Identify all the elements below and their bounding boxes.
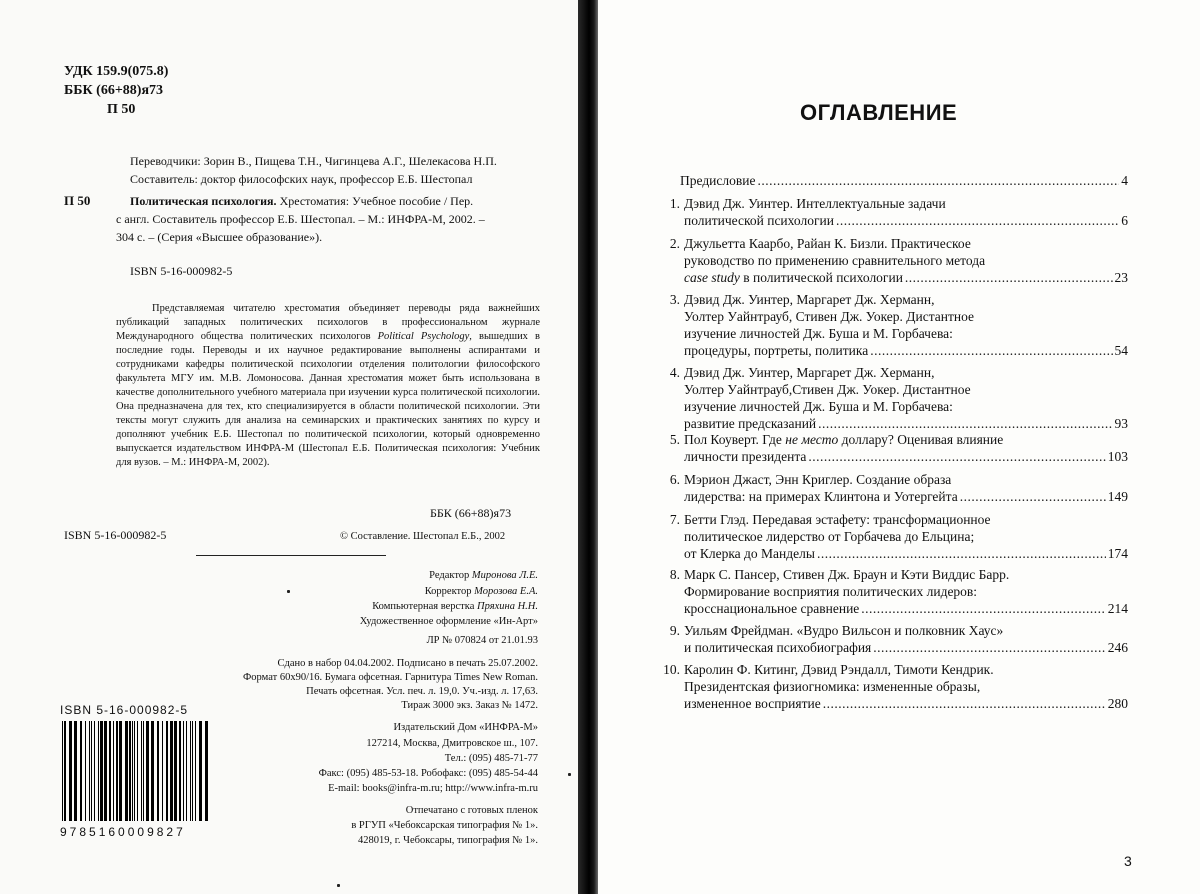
barcode-bar (151, 721, 154, 821)
toc-page: 4 (1121, 172, 1128, 189)
barcode-bar (89, 721, 90, 821)
publisher-fax: Факс: (095) 485-53-18. Робофакс: (095) 485-54-44 (236, 768, 538, 779)
toc-entry-line: Дэвид Дж. Уинтер. Интеллектуальные задачи (684, 195, 1128, 212)
udk-code: УДК 159.9(075.8) (64, 64, 168, 80)
annotation-journal: Political Psychology (378, 331, 470, 342)
toc-entry-last-line (684, 212, 1128, 229)
layout-line (300, 601, 538, 612)
toc-entry-number: 5. (658, 431, 680, 448)
barcode-bar (199, 721, 202, 821)
barcode-bar (134, 721, 135, 821)
barcode-bar (100, 721, 103, 821)
editor-line (366, 570, 538, 581)
toc-entry-line: Дэвид Дж. Уинтер, Маргарет Дж. Херманн, (684, 364, 1128, 381)
printed-by-1: Отпечатано с готовых пленок (270, 805, 538, 816)
barcode-bar (195, 721, 196, 821)
barcode-bar (80, 721, 82, 821)
toc-entry-number: 2. (658, 235, 680, 252)
toc-entry-text: доллару? Оценивая влияние (838, 432, 1003, 447)
barcode-bar (183, 721, 184, 821)
print-info-1: Сдано в набор 04.04.2002. Подписано в печать 25.07.2002. (186, 658, 538, 669)
print-info-4: Тираж 3000 экз. Заказ № 1472. (186, 700, 538, 711)
leader-dots (808, 448, 1105, 465)
toc-page: 280 (1108, 695, 1128, 712)
toc-entry-italic: не место (785, 432, 838, 447)
barcode-bar (205, 721, 208, 821)
barcode-bar (91, 721, 92, 821)
leader-dots (870, 342, 1112, 359)
leader-dots (836, 212, 1119, 229)
toc-entry-last-line (684, 488, 1128, 505)
print-info-3: Печать офсетная. Усл. печ. л. 19,0. Уч.-изд. л. 17,63. (186, 686, 538, 697)
barcode-bar (116, 721, 118, 821)
barcode-bar (157, 721, 159, 821)
toc-entry-line: изучение личностей Дж. Буша и М. Горбачева: (684, 398, 1128, 415)
toc-entry-number: 3. (658, 291, 680, 308)
toc-entry-last-text (684, 415, 816, 432)
toc-entry-line: Формирование восприятия политических лидеров: (684, 583, 1128, 600)
barcode-bar (85, 721, 86, 821)
leader-dots (960, 488, 1106, 505)
barcode-bar (98, 721, 99, 821)
toc-entry-number: 8. (658, 566, 680, 583)
toc-page: 174 (1108, 545, 1128, 562)
leader-dots (757, 172, 1119, 189)
print-speck (287, 590, 290, 593)
toc-entry-line: политическое лидерство от Горбачева до Ельцина; (684, 528, 1128, 545)
toc-page: 149 (1108, 488, 1128, 505)
toc-page: 6 (1121, 212, 1128, 229)
toc-entry-line: Каролин Ф. Китинг, Дэвид Рэндалл, Тимоти Кендрик. (684, 661, 1128, 678)
toc-entry-last-line (684, 342, 1128, 359)
barcode-bar (192, 721, 193, 821)
toc-entry-last-text (684, 488, 958, 505)
barcode-bar (129, 721, 131, 821)
catalog-entry-line1-rest: Хрестоматия: Учебное пособие / Пер. (280, 194, 474, 208)
barcode-bar (132, 721, 133, 821)
leader-dots (818, 415, 1112, 432)
toc-entry-last-line (684, 415, 1128, 432)
barcode-bar (62, 721, 63, 821)
toc-page: 23 (1115, 269, 1129, 286)
barcode-bar (74, 721, 77, 821)
toc-entry-line: Дэвид Дж. Уинтер, Маргарет Дж. Херманн, (684, 291, 1128, 308)
toc-entry-text: личности президента (684, 449, 806, 464)
toc-title: ОГЛАВЛЕНИЕ (800, 100, 957, 126)
toc-page: 54 (1115, 342, 1129, 359)
publisher-name: Издательский Дом «ИНФРА-М» (290, 722, 538, 733)
toc-entry-last-line (684, 448, 1128, 465)
annotation-part1: Представляемая читателю хрестоматия объединяет переводы ряда важнейших публикаций западных политических психологов в профессиональном журнале Международного общества политических психологов (116, 303, 540, 342)
barcode-bar (141, 721, 142, 821)
toc-entry-last-text (684, 639, 871, 656)
toc-entry-text: Пол Коуверт. Где (684, 432, 785, 447)
barcode-bar (179, 721, 181, 821)
toc-entry-line: изучение личностей Дж. Буша и М. Горбачева: (684, 325, 1128, 342)
toc-entry-line (684, 431, 1128, 448)
layout-label: Компьютерная верстка (372, 601, 474, 612)
catalog-entry-line1 (130, 194, 473, 209)
toc-entry-last-text (684, 269, 903, 286)
toc-entry-line: Президентская физиогномика: измененные образы, (684, 678, 1128, 695)
toc-page: 214 (1108, 600, 1128, 617)
isbn-bottom: ISBN 5-16-000982-5 (64, 528, 166, 543)
compiler: Составитель: доктор философских наук, профессор Е.Б. Шестопал (130, 172, 472, 187)
toc-entry-line: Уильям Фрейдман. «Вудро Вильсон и полковник Хаус» (684, 622, 1128, 639)
toc-entry-italic: case study (684, 270, 740, 285)
toc-entry-last-text (684, 695, 821, 712)
toc-entry-line: руководство по применению сравнительного метода (684, 252, 1128, 269)
barcode-bar (190, 721, 191, 821)
barcode-bar (125, 721, 128, 821)
toc-entry-number: 6. (658, 471, 680, 488)
printed-by-2: в РГУП «Чебоксарская типография № 1». (270, 820, 538, 831)
toc-entry-number: 7. (658, 511, 680, 528)
catalog-entry-line2: с англ. Составитель профессор Е.Б. Шестопал. – М.: ИНФРА-М, 2002. – (116, 212, 485, 227)
barcode-bar (104, 721, 107, 821)
toc-entry-text: процедуры, портреты, политика (684, 343, 868, 358)
publisher-phone: Тел.: (095) 485-71-77 (290, 753, 538, 764)
toc-entry-number: 9. (658, 622, 680, 639)
barcode-bar (64, 721, 66, 821)
toc-entry-last-line (684, 695, 1128, 712)
editor-label: Редактор (429, 570, 469, 581)
toc-entry-last-line (684, 269, 1128, 286)
toc-entry-last-text (684, 212, 834, 229)
toc-entry-last-text (684, 448, 806, 465)
leader-dots (861, 600, 1105, 617)
toc-entry-last-line (684, 639, 1128, 656)
toc-entry-last-text (684, 600, 859, 617)
toc-entry-text: от Клерка до Манделы (684, 546, 815, 561)
copyright: © Составление. Шестопал Е.Б., 2002 (340, 531, 505, 542)
barcode-bar (170, 721, 173, 821)
catalog-entry-title: Политическая психология. (130, 194, 277, 208)
barcode-bar (186, 721, 187, 821)
print-speck (337, 884, 340, 887)
leader-dots (823, 695, 1106, 712)
toc-page: 246 (1108, 639, 1128, 656)
barcode-digits: 9785160009827 (60, 825, 186, 839)
publisher-email: E-mail: books@infra-m.ru; http://www.infra-m.ru (236, 783, 538, 794)
toc-entry-last-text (684, 342, 868, 359)
layout-name: Пряхина Н.Н. (477, 601, 538, 612)
barcode-bar (94, 721, 95, 821)
toc-entry-text: кросснациональное сравнение (684, 601, 859, 616)
toc-preface-label: Предисловие (680, 172, 755, 189)
toc-entry-number: 10. (658, 661, 680, 678)
corrector-label: Корректор (425, 586, 472, 597)
barcode-bar (174, 721, 177, 821)
corrector-name: Морозова Е.А. (474, 586, 538, 597)
toc-entry-line: Джульетта Каарбо, Райан К. Бизли. Практическое (684, 235, 1128, 252)
isbn-barcode (60, 703, 210, 843)
toc-entry-text: измененное восприятие (684, 696, 821, 711)
print-info-2: Формат 60х90/16. Бумага офсетная. Гарнитура Times New Roman. (186, 672, 538, 683)
leader-dots (817, 545, 1106, 562)
bbk-code: ББК (66+88)я73 (64, 83, 163, 99)
divider-rule (196, 555, 386, 556)
barcode-bar (109, 721, 111, 821)
barcode-isbn-label: ISBN 5-16-000982-5 (60, 703, 188, 717)
book-spine (578, 0, 598, 894)
toc-entry-number: 4. (658, 364, 680, 381)
toc-entry-text: в политической психологии (740, 270, 903, 285)
barcode-bar (162, 721, 163, 821)
barcode-bar (113, 721, 114, 821)
art-line: Художественное оформление «Ин-Арт» (300, 616, 538, 627)
editor-name: Миронова Л.Е. (472, 570, 538, 581)
toc-entry-number: 1. (658, 195, 680, 212)
barcode-bar (119, 721, 122, 821)
catalog-entry-line3: 304 с. – (Серия «Высшее образование»). (116, 230, 322, 245)
leader-dots (905, 269, 1113, 286)
toc-entry-text: развитие предсказаний (684, 416, 816, 431)
toc-entry-last-text (684, 545, 815, 562)
annotation-part2: , вышедших в последние годы. Переводы и их научное редактирование выполнены аспирантами и сотрудниками кафедры политической психологии отделения политологии философского факультета МГУ им. М.В. Ломоносова. Данная хрестоматия может быть использована в качестве дополнительного учебного материала при изучении курса политической психологии. Она предназначена для тех, кто специализируется в области политической психологии. Эти тексты могут служить для анализа на семинарских и практических занятиях по курсу и дополняют учебник Е.Б. Шестопал по политической психологии, который одновременно выпускается издательством ИНФРА-М (Шестопал Е.Б. Политическая психология: Учебник для вузов. – М.: ИНФРА-М, 2002). (116, 331, 540, 468)
toc-page: 103 (1108, 448, 1128, 465)
toc-entry-last-line (684, 545, 1128, 562)
toc-entry-text: и политическая психобиография (684, 640, 871, 655)
annotation-paragraph (116, 302, 540, 470)
author-mark: П 50 (107, 102, 135, 118)
printed-by-3: 428019, г. Чебоксары, типография № 1». (270, 835, 538, 846)
toc-entry-text: политической психологии (684, 213, 834, 228)
toc-entry-line: Марк С. Пансер, Стивен Дж. Браун и Кэти Виддис Барр. (684, 566, 1128, 583)
leader-dots (873, 639, 1105, 656)
barcode-bar (69, 721, 72, 821)
toc-entry-line: Уолтер Уайнтрауб, Стивен Дж. Уокер. Дистантное (684, 308, 1128, 325)
isbn-main: ISBN 5-16-000982-5 (130, 264, 232, 279)
translators: Переводчики: Зорин В., Пищева Т.Н., Чигинцева А.Г., Шелекасова Н.П. (130, 154, 497, 169)
corrector-line (366, 586, 538, 597)
license-line: ЛР № 070824 от 21.01.93 (360, 635, 538, 646)
barcode-bars (62, 721, 208, 821)
toc-entry-line: Мэрион Джаст, Энн Криглер. Создание образа (684, 471, 1128, 488)
bbk-bottom: ББК (66+88)я73 (430, 506, 511, 521)
catalog-entry-code: П 50 (64, 193, 90, 209)
print-speck (568, 773, 571, 776)
barcode-bar (166, 721, 168, 821)
toc-entry-line: Бетти Глэд. Передавая эстафету: трансформационное (684, 511, 1128, 528)
toc-entry-last-line (684, 600, 1128, 617)
toc-entry-text: лидерства: на примерах Клинтона и Уотергейта (684, 489, 958, 504)
barcode-bar (143, 721, 144, 821)
barcode-bar (137, 721, 138, 821)
page-number: 3 (1124, 853, 1132, 869)
publisher-address: 127214, Москва, Дмитровское ш., 107. (290, 738, 538, 749)
barcode-bar (146, 721, 149, 821)
toc-page: 93 (1115, 415, 1129, 432)
toc-entry-line: Уолтер Уайнтрауб,Стивен Дж. Уокер. Дистантное (684, 381, 1128, 398)
